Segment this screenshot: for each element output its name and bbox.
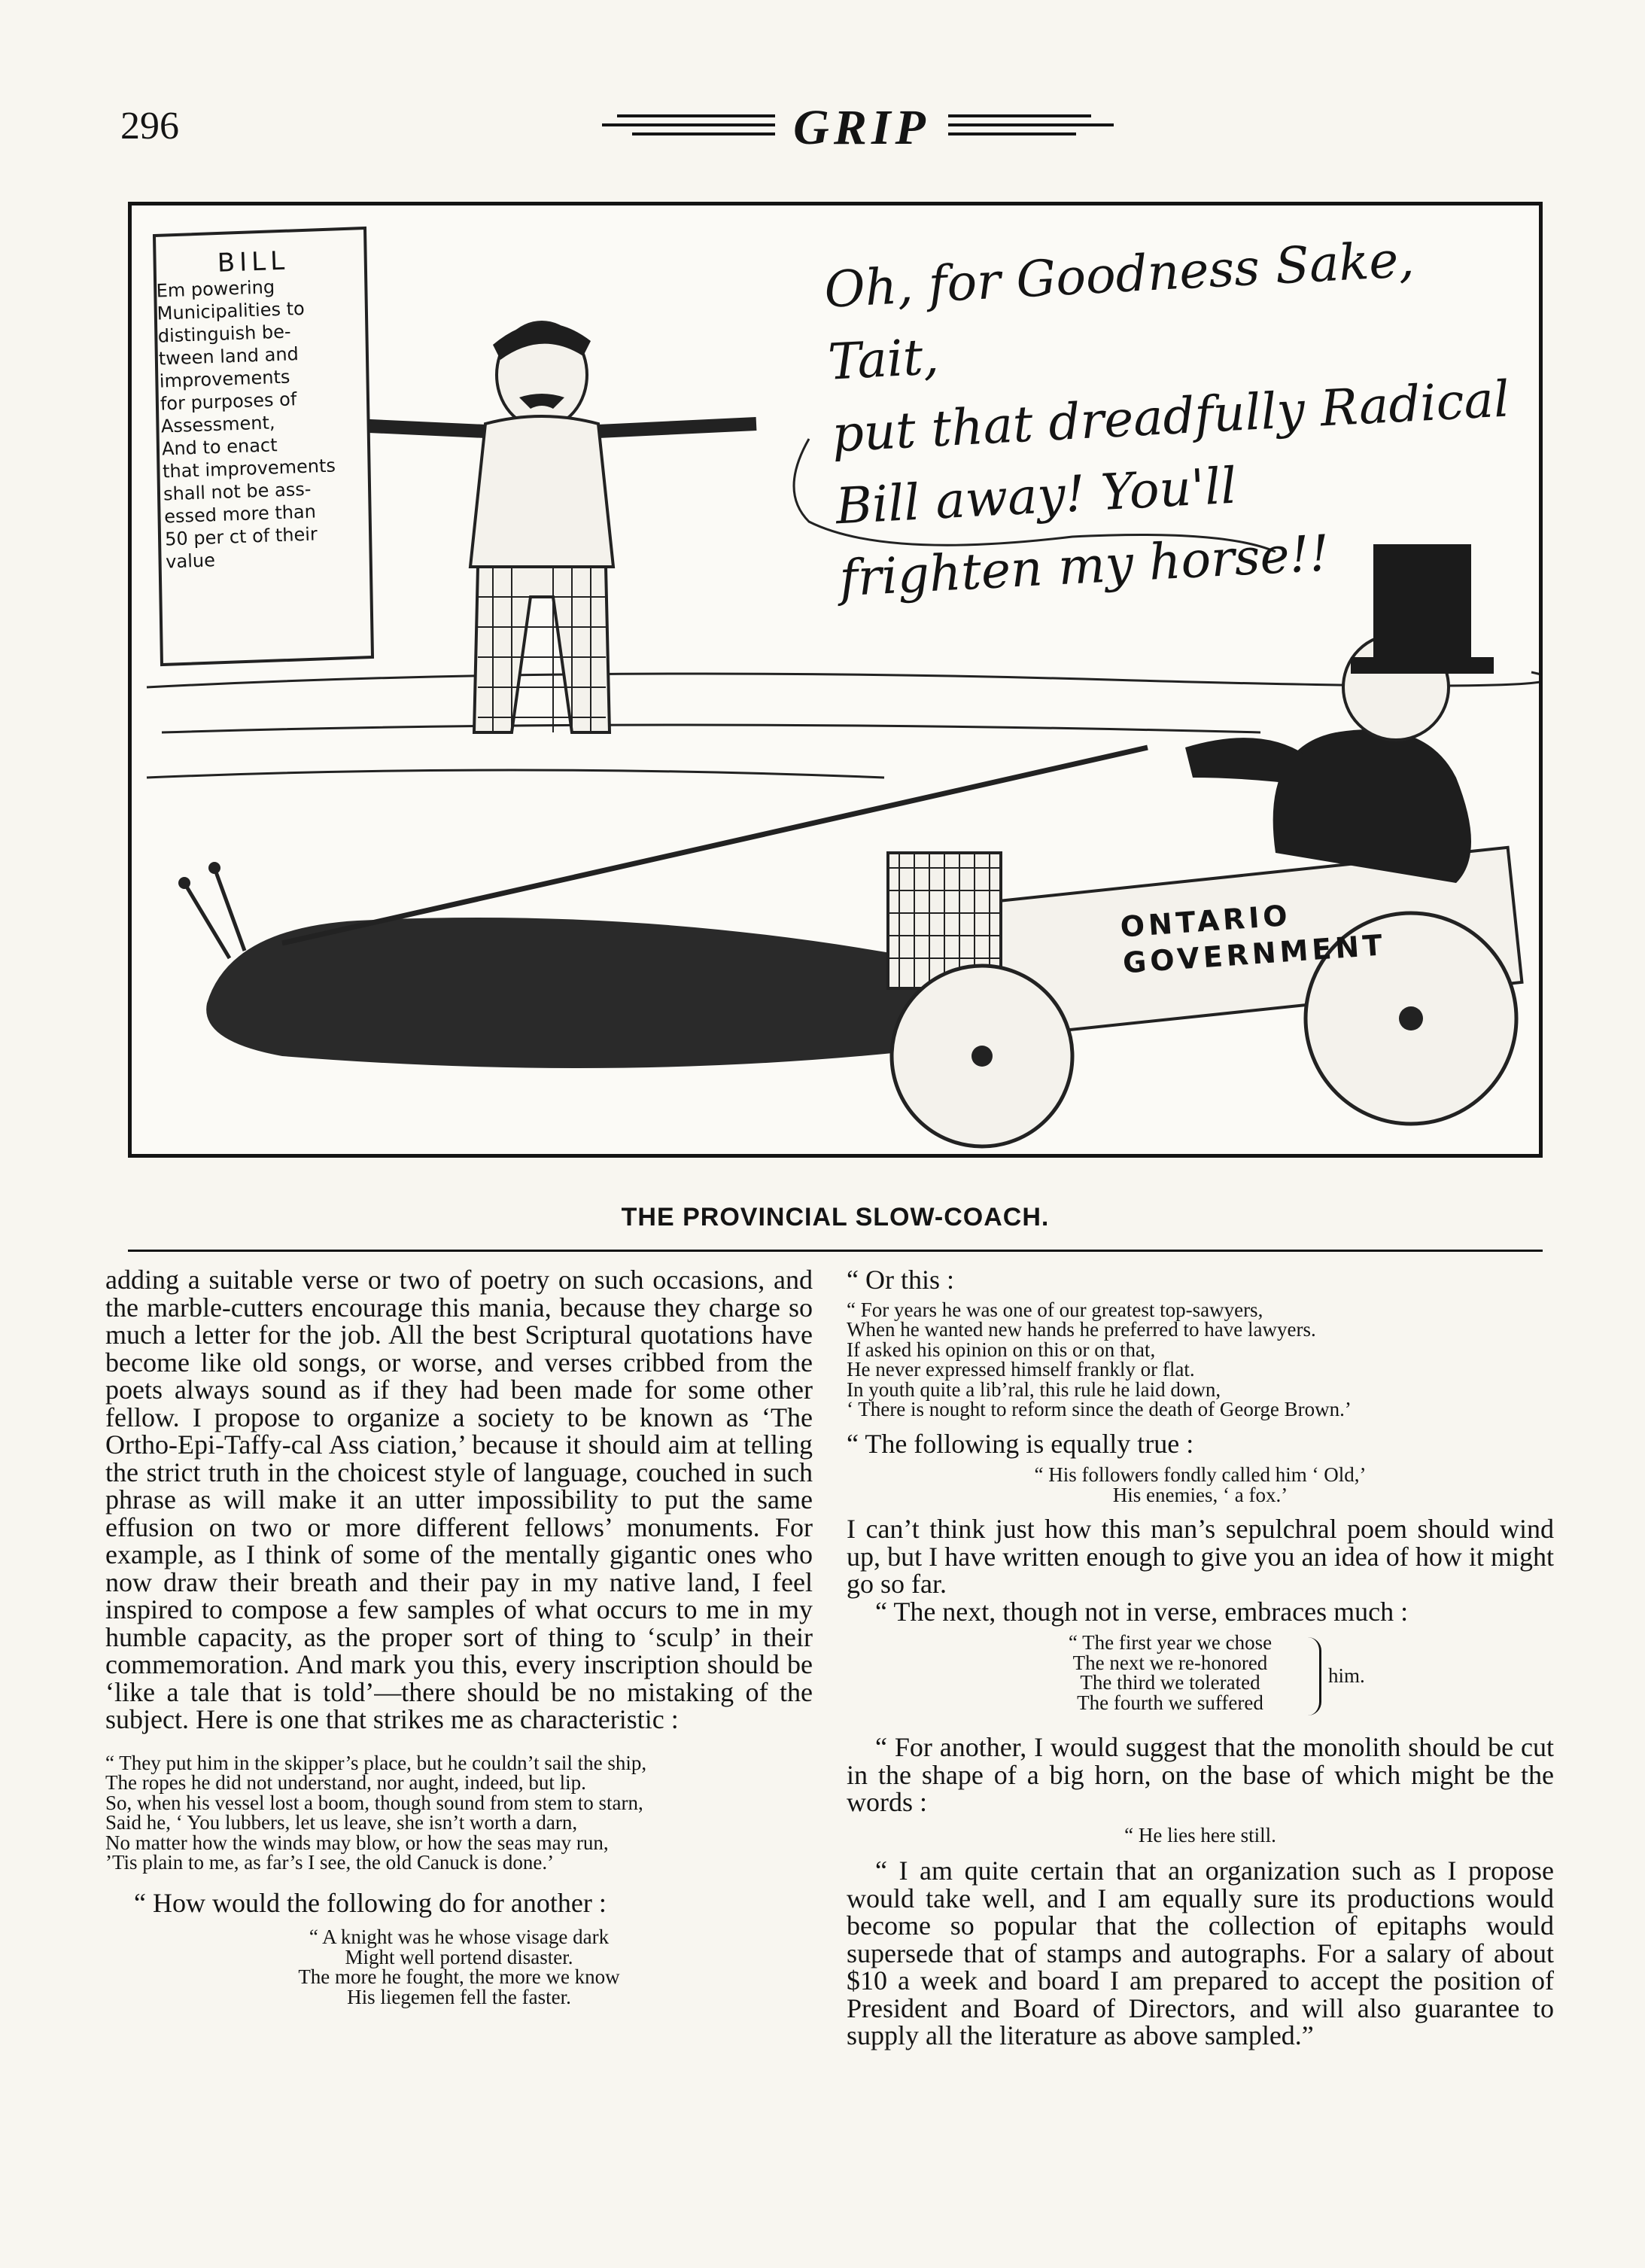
- right-verse-1: “ For years he was one of our greatest top-sawyers, When he wanted new hands he preferred to have lawyers. If asked his opinion on this or on that, He never expressed himself frankly or flat. In youth quite a lib’ral, this rule he laid down, ‘ There is nought to reform since the death of George Brown.’: [847, 1298, 1352, 1420]
- left-paragraph-1: adding a suitable verse or two of poetry on such occasions, and the marble-cutters encourage this mania, because they charge so much a letter for the job. All the best Scriptural quotations have become like old songs, or worse, and verses cribbed from the poets always sound as if they had been made for some other fellow. I propose to organize a society to be known as ‘The Ortho-Epi-Taffy-cal Ass ciation,’ because it should aim at telling the strict truth in the choicest style of language, couched in such phrase as will make it an utter impossibility to put the same effusion on two or more different fellows’ monuments. For example, as I think of some of the mentally gigantic ones who now draw their breath and their pay in my native land, I feel inspired to compose a few samples of what occurs to me in my humble capacity, as the proper sort of thing to ‘sculp’ in their commemoration. And mark you this, every inscription should be ‘like a tale that is told’—there should be no mistaking of the subject. Here is one that strikes me as characteristic :: [105, 1265, 813, 1734]
- cartoon-illustration: [128, 202, 1543, 1158]
- bill-scroll: [155, 245, 364, 646]
- right-paragraph-5: “ For another, I would suggest that the monolith should be cut in the shape of a big horn, on the base of which might be the words :: [847, 1732, 1554, 1817]
- right-verse-2: “ His followers fondly called him ‘ Old,’ His enemies, ‘ a fox.’: [1034, 1463, 1367, 1506]
- left-verse-1: “ They put him in the skipper’s place, but he couldn’t sail the ship, The ropes he did not understand, nor aught, indeed, but lip. So, when his vessel lost a boom, though sound from stem to starn, Said he, ‘ You lubbers, let us leave, she isn’t worth a darn, No matter how the winds may blow, or how the seas may run, ’Tis plain to me, as far’s I see, the old Canuck is done.’: [105, 1751, 647, 1874]
- right-paragraph-3: I can’t think just how this man’s sepulchral poem should wind up, but I have written enough to give you an idea of how it might go so far.: [847, 1514, 1554, 1599]
- left-verse-2: “ A knight was he whose visage dark Might well portend disaster. The more he fought, the more we know His liegemen fell the faster.: [298, 1926, 620, 2008]
- masthead-title: GRIP: [793, 100, 930, 155]
- masthead: [587, 89, 1129, 157]
- left-paragraph-2: “ How would the following do for another :: [134, 1887, 607, 1918]
- cartoon-caption: THE PROVINCIAL SLOW-COACH.: [621, 1203, 1050, 1231]
- right-paragraph-1: “ Or this :: [847, 1265, 954, 1295]
- right-paragraph-4: “ The next, though not in verse, embraces much :: [875, 1596, 1409, 1627]
- right-paragraph-6: “ I am quite certain that an organization such as I propose would take well, and I am equally sure its productions would become so popular that the collection of epitaphs would supersede that of stamps and autographs. For a salary of about $10 a week and board I am prepared to accept the position of President and Board of Directors, and will also guarantee to supply all the literature as above sampled.”: [847, 1855, 1554, 2050]
- right-verse-4: “ He lies here still.: [1124, 1823, 1276, 1846]
- left-column: [105, 1266, 813, 2007]
- right-paragraph-2: “ The following is equally true :: [847, 1428, 1194, 1459]
- bracket: [1307, 1637, 1321, 1715]
- right-verse-3: “ The first year we chose The next we re-honored The third we tolerated The fourth we suffered: [1068, 1631, 1273, 1714]
- wagon-label: ONTARIO GOVERNMENT: [1119, 898, 1388, 980]
- bill-heading: BILL: [217, 245, 290, 279]
- speech-text: Oh, for Goodness Sake, Tait, put that dreadfully Radical Bill away! You'll frighten my horse!!: [822, 230, 1511, 608]
- bracket-word: him.: [1328, 1664, 1365, 1687]
- page-number: 296: [120, 105, 179, 148]
- right-column: [847, 1266, 1554, 2050]
- verse-with-bracket: [847, 1633, 1554, 1723]
- divider-rule: [128, 1250, 1543, 1252]
- bill-body: Em powering Municipalities to distinguish be- tween land and improvements for purposes of Assessment, And to enact that improvements shall not be ass- essed more than 50 per ct of their value: [156, 276, 336, 573]
